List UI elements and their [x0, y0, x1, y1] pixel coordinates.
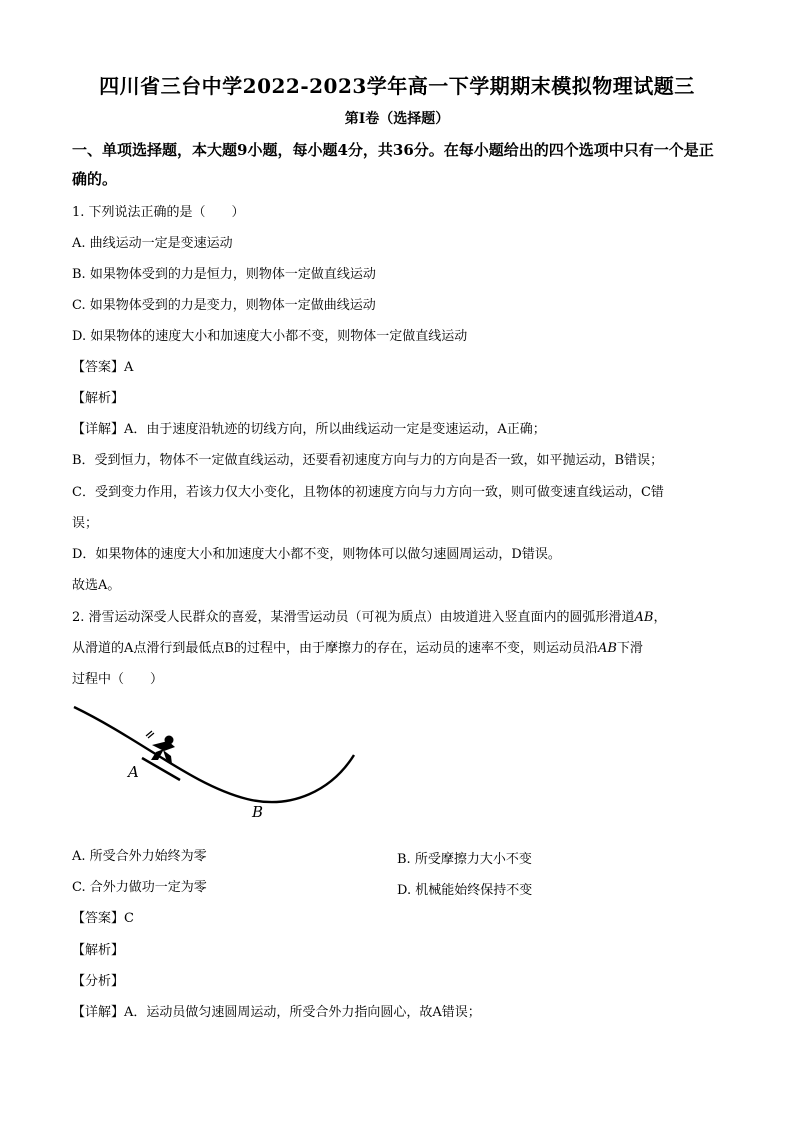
q2-option-c: C. 合外力做功一定为零: [72, 880, 207, 895]
q2-stem-line2-end: 下滑: [616, 641, 643, 656]
q2-option-a: A. 所受合外力始终为零: [72, 849, 207, 864]
q1-stem: 1. 下列说法正确的是（ ）: [72, 205, 245, 220]
q1-answer: 【答案】A: [72, 360, 134, 375]
point-a-label: A: [128, 763, 139, 781]
ski-slope-figure: [72, 700, 362, 825]
point-b-label: B: [252, 803, 264, 821]
q2-stem-line1: [72, 609, 667, 627]
q2-analysis-label: 【解析】: [72, 943, 125, 958]
q1-analysis-label: 【解析】: [72, 391, 125, 406]
q2-stem-line2: [72, 640, 643, 658]
q1-conclusion: 故选A。: [72, 578, 121, 593]
q2-option-d: D. 机械能始终保持不变: [397, 883, 533, 898]
q2-stem-line2-text: 从滑道的A点滑行到最低点B的过程中，由于摩擦力的存在，运动员的速率不变，则运动员沿: [72, 641, 598, 656]
section-subtitle: 第I卷（选择题）: [344, 111, 450, 127]
q1-option-d: D. 如果物体的速度大小和加速度大小都不变，则物体一定做直线运动: [72, 329, 468, 344]
q1-option-b: B. 如果物体受到的力是恒力，则物体一定做直线运动: [72, 267, 376, 282]
q2-arc-ab-2: AB: [597, 641, 617, 656]
section-heading: 一、单项选择题，本大题9小题，每小题4分，共36分。在每小题给出的四个选项中只有一个是正确的。: [72, 141, 714, 188]
page-title: 四川省三台中学2022-2023学年高一下学期期末模拟物理试题三: [99, 74, 695, 98]
q2-fenxi-label: 【分析】: [72, 974, 125, 989]
slope-arc: [74, 707, 354, 802]
q2-stem-line1-text: 2. 滑雪运动深受人民群众的喜爱，某滑雪运动员（可视为质点）由坡道进入竖直面内的圆弧形滑道: [72, 610, 635, 625]
q2-answer: 【答案】C: [72, 911, 134, 926]
q1-option-a: A. 曲线运动一定是变速运动: [72, 236, 233, 251]
q1-option-c: C. 如果物体受到的力是变力，则物体一定做曲线运动: [72, 298, 376, 313]
q2-detail-a: 【详解】A．运动员做匀速圆周运动，所受合外力指向圆心，故A错误；: [72, 1005, 481, 1020]
q2-stem-line1-end: ，: [653, 610, 667, 625]
q1-detail-c-line1: C．受到变力作用，若该力仅大小变化，且物体的初速度方向与力方向一致，则可做变速直线运动，C错: [72, 485, 664, 500]
q2-arc-ab: AB: [634, 610, 654, 625]
skier-icon: [142, 731, 180, 780]
q1-detail-d: D．如果物体的速度大小和加速度大小都不变，则物体可以做匀速圆周运动，D错误。: [72, 547, 561, 562]
q2-option-b: B. 所受摩擦力大小不变: [397, 852, 532, 867]
q2-stem-line3: 过程中（ ）: [72, 672, 164, 687]
q1-detail-c-line2: 误；: [72, 516, 99, 531]
q1-detail-b: B．受到恒力，物体不一定做直线运动，还要看初速度方向与力的方向是否一致，如平抛运动，B错误；: [72, 453, 664, 468]
q1-detail-a: 【详解】A．由于速度沿轨迹的切线方向，所以曲线运动一定是变速运动，A正确；: [72, 422, 546, 437]
